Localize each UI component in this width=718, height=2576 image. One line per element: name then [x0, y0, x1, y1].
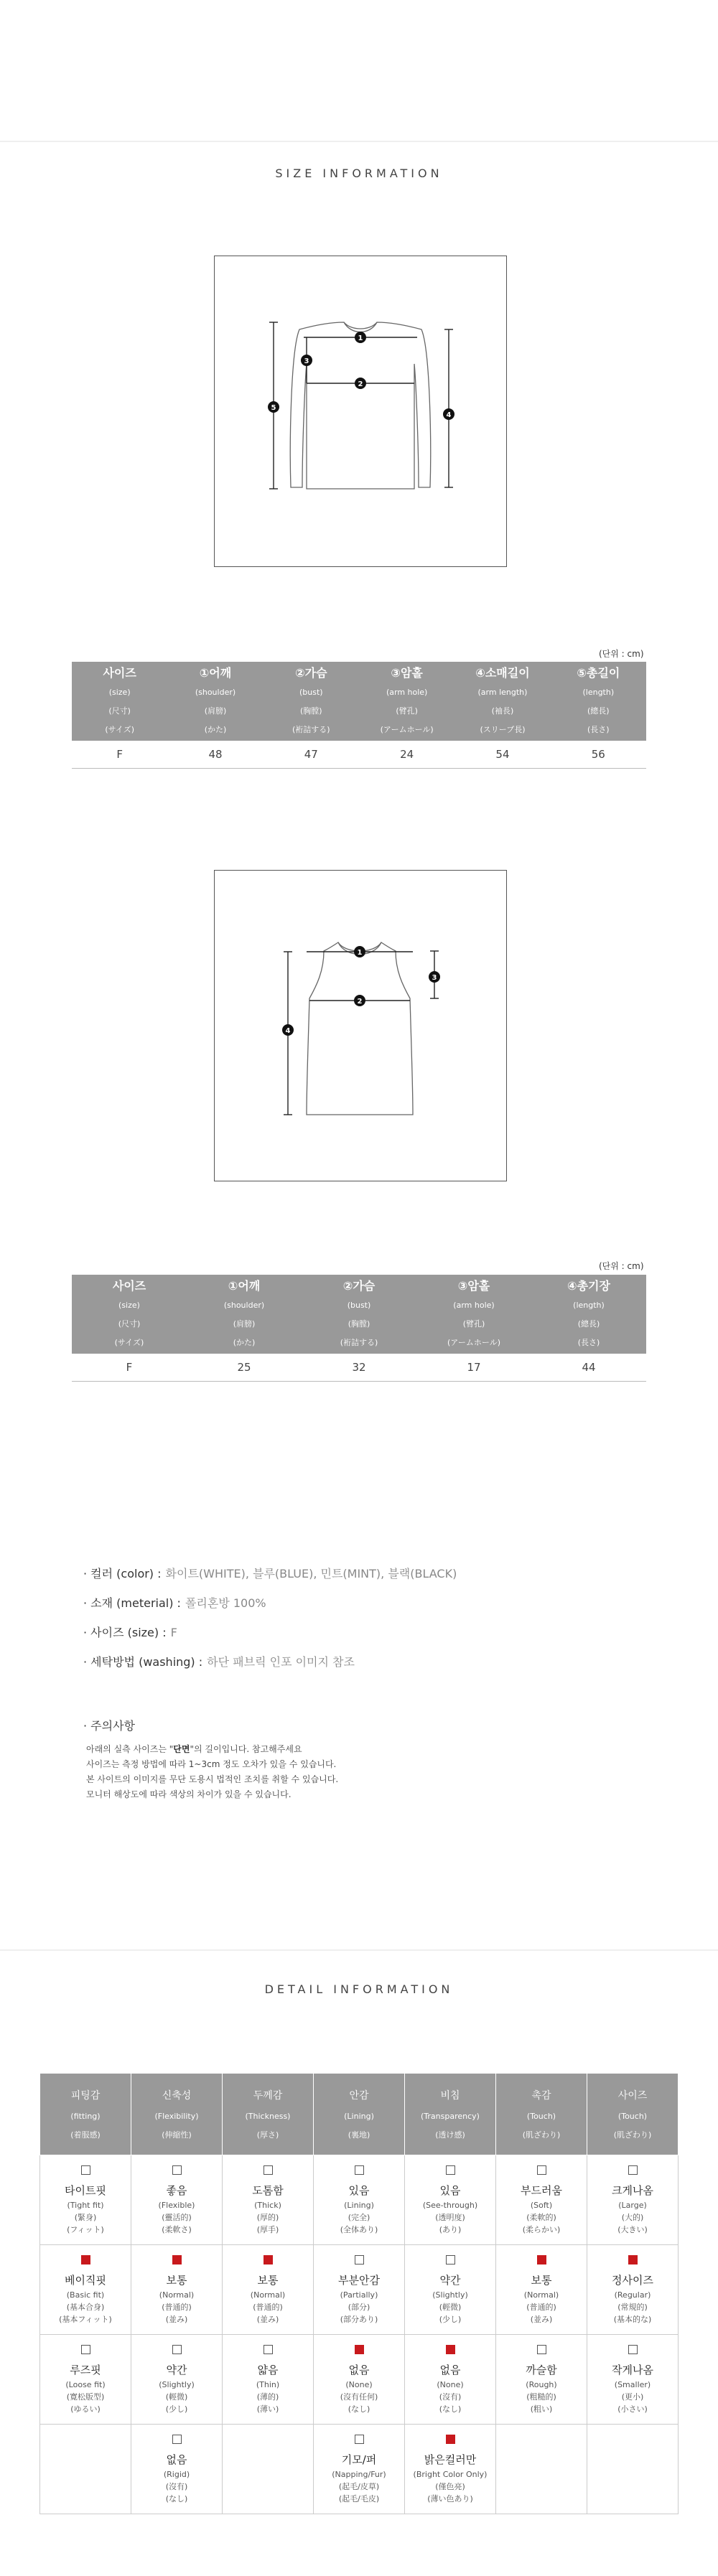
header-sub-ja: (裏地) — [348, 2130, 370, 2140]
detail-cell — [314, 2245, 405, 2335]
option-label: 정사이즈 — [612, 2274, 653, 2287]
header-sub-ja: (かた) — [233, 1338, 256, 1347]
detail-cell — [405, 2425, 496, 2514]
option-sub-en: (Thick) — [254, 2201, 281, 2210]
product-info-value: 하단 패브릭 인포 이미지 참조 — [207, 1655, 355, 1669]
option-label: 까슬함 — [526, 2364, 557, 2376]
option-sub-ja: (少し) — [165, 2404, 188, 2414]
table-cell: 44 — [531, 1354, 646, 1381]
detail-row — [40, 2245, 679, 2335]
notice-line: 본 사이트의 이미지를 무단 도용시 법적인 조치를 취할 수 있습니다. — [86, 1774, 339, 1784]
option-sub-en: (Lining) — [344, 2201, 374, 2210]
option-label: 부분안감 — [338, 2274, 380, 2287]
size-table-header-row — [72, 1275, 646, 1354]
header-sub-zh: (尺寸) — [118, 1319, 141, 1329]
detail-cell — [587, 2245, 679, 2335]
header-sub-ja: (着服感) — [70, 2130, 101, 2140]
marker-1: 1 — [358, 334, 363, 342]
option-sub-en: (Normal) — [159, 2290, 195, 2300]
option-label: 없음 — [166, 2453, 187, 2466]
header-sub-ja: (裄詰する) — [292, 725, 330, 734]
option-label: 있음 — [439, 2184, 461, 2197]
product-info-value: 폴리혼방 100% — [185, 1596, 266, 1610]
header-sub-zh: (尺寸) — [108, 706, 131, 716]
notice-line — [83, 1742, 338, 1757]
option-sub-en: (Flexible) — [158, 2201, 195, 2210]
header-sub-ja: (長さ) — [587, 725, 610, 734]
detail-cell — [587, 2155, 679, 2245]
detail-cell — [131, 2245, 223, 2335]
detail-cell — [40, 2245, 131, 2335]
notice-line: 사이즈는 측정 방법에 따라 1~3cm 정도 오차가 있을 수 있습니다. — [86, 1759, 337, 1769]
option-sub-zh: (輕微) — [439, 2303, 462, 2312]
size-table-header-cell — [359, 662, 454, 741]
detail-header-cell — [496, 2074, 587, 2155]
checkbox-icon — [355, 2165, 364, 2175]
header-sub-zh: (肩膀) — [204, 706, 227, 716]
detail-cell — [314, 2155, 405, 2245]
header-sub-en: (fitting) — [70, 2111, 101, 2121]
longsleeve-illustration — [215, 256, 506, 566]
marker-3: 3 — [304, 357, 309, 365]
detail-cell — [40, 2425, 131, 2514]
detail-cell — [496, 2155, 587, 2245]
option-sub-en: (See-through) — [422, 2201, 478, 2210]
detail-row — [40, 2425, 679, 2514]
option-sub-ja: (柔軟さ) — [162, 2225, 192, 2234]
marker-5: 5 — [271, 404, 276, 412]
product-info-row — [83, 1559, 457, 1588]
option-sub-zh: (緊身) — [74, 2213, 97, 2222]
size-table-header-cell — [551, 662, 646, 741]
header-sub-en: (size) — [108, 688, 131, 697]
option-label: 좋음 — [166, 2184, 187, 2197]
option-sub-en: (Basic fit) — [66, 2290, 105, 2300]
header-sub-en: (bust) — [299, 688, 323, 697]
header-sub-ja: (長さ) — [577, 1338, 600, 1347]
size-table-header-cell — [531, 1275, 646, 1354]
header-sub-en: (Touch) — [526, 2111, 556, 2121]
detail-cell — [314, 2335, 405, 2425]
header-label: ④총기장 — [567, 1279, 610, 1293]
tank-diagram — [214, 870, 507, 1181]
marker-4: 4 — [285, 1027, 291, 1035]
size-table-header-cell — [187, 1275, 302, 1354]
header-sub-en: (Lining) — [344, 2111, 374, 2121]
detail-header-cell — [314, 2074, 405, 2155]
tank-illustration — [215, 871, 506, 1181]
checkbox-icon — [355, 2435, 364, 2444]
header-label: ①어깨 — [199, 666, 232, 680]
detail-cell — [131, 2155, 223, 2245]
size-table-longsleeve — [72, 662, 646, 769]
option-sub-zh: (常規的) — [617, 2303, 648, 2312]
option-sub-ja: (少し) — [439, 2315, 462, 2324]
option-sub-en: (Soft) — [530, 2201, 553, 2210]
detail-cell — [405, 2155, 496, 2245]
header-sub-en: (Transparency) — [421, 2111, 480, 2121]
header-sub-en: (Touch) — [617, 2111, 648, 2121]
header-label: ①어깨 — [228, 1279, 261, 1293]
option-sub-zh: (靈活的) — [162, 2213, 192, 2222]
size-table-header-cell — [167, 662, 263, 741]
table-cell: 54 — [454, 741, 550, 768]
detail-cell — [587, 2425, 679, 2514]
option-sub-ja: (なし) — [348, 2404, 370, 2414]
header-sub-en: (length) — [573, 1301, 605, 1310]
option-sub-en: (Normal) — [250, 2290, 286, 2300]
option-sub-zh: (普通的) — [253, 2303, 283, 2312]
option-sub-zh: (普通的) — [526, 2303, 556, 2312]
detail-row — [40, 2155, 679, 2245]
option-sub-en: (Thin) — [256, 2380, 280, 2389]
option-sub-en: (Tight fit) — [67, 2201, 104, 2210]
option-sub-en: (Rough) — [526, 2380, 557, 2389]
option-sub-zh: (起毛/皮草) — [338, 2482, 380, 2491]
option-sub-zh: (更小) — [621, 2392, 644, 2402]
checkbox-icon — [446, 2255, 455, 2264]
header-sub-en: (shoulder) — [223, 1301, 265, 1310]
checkbox-icon — [81, 2345, 90, 2354]
detail-cell — [223, 2335, 314, 2425]
detail-row — [40, 2335, 679, 2425]
header-label: 두께감 — [253, 2089, 283, 2102]
checkbox-icon — [264, 2165, 273, 2175]
option-sub-zh: (柔軟的) — [526, 2213, 556, 2222]
option-sub-ja: (粗い) — [530, 2404, 553, 2414]
option-sub-zh: (厚的) — [256, 2213, 279, 2222]
option-sub-ja: (大きい) — [617, 2225, 648, 2234]
option-sub-ja: (あり) — [439, 2225, 462, 2234]
header-label: 사이즈 — [103, 666, 136, 680]
checked-box-icon — [81, 2255, 90, 2264]
option-sub-en: (Bright Color Only) — [413, 2470, 488, 2479]
size-table-header-cell — [302, 1275, 416, 1354]
option-sub-zh: (完全) — [348, 2213, 370, 2222]
header-sub-zh: (胸膛) — [348, 1319, 370, 1329]
option-sub-ja: (ゆるい) — [70, 2404, 101, 2414]
option-sub-ja: (並み) — [165, 2315, 188, 2324]
header-label: 피팅감 — [70, 2089, 101, 2102]
option-sub-en: (Partially) — [340, 2290, 378, 2300]
option-sub-en: (Slightly) — [432, 2290, 468, 2300]
detail-cell — [223, 2155, 314, 2245]
option-label: 보통 — [166, 2274, 187, 2287]
table-cell: 24 — [359, 741, 454, 768]
header-label: ②가슴 — [342, 1279, 376, 1293]
option-label: 크게나옴 — [612, 2184, 653, 2197]
option-sub-ja: (柔らかい) — [522, 2225, 561, 2234]
header-sub-en: (arm length) — [477, 688, 528, 697]
product-info-row — [83, 1588, 457, 1618]
product-info-row — [83, 1647, 457, 1677]
table-cell: F — [72, 741, 167, 768]
product-info-label: · 세탁방법 (washing) : — [83, 1655, 203, 1669]
option-sub-ja: (並み) — [530, 2315, 553, 2324]
detail-header-cell — [587, 2074, 679, 2155]
option-sub-zh: (輕微) — [165, 2392, 188, 2402]
option-sub-ja: (厚手) — [256, 2225, 279, 2234]
option-label: 약간 — [166, 2364, 187, 2376]
option-sub-ja: (小さい) — [617, 2404, 648, 2414]
header-sub-ja: (肌ざわり) — [522, 2130, 561, 2140]
checkbox-icon — [81, 2165, 90, 2175]
option-label: 작게나옴 — [612, 2364, 653, 2376]
checked-box-icon — [446, 2345, 455, 2354]
detail-cell — [405, 2245, 496, 2335]
checkbox-icon — [537, 2345, 546, 2354]
product-info-label: · 소재 (meterial) : — [83, 1596, 181, 1610]
option-sub-ja: (並み) — [256, 2315, 279, 2324]
option-sub-en: (None) — [345, 2380, 373, 2389]
checkbox-icon — [264, 2345, 273, 2354]
detail-cell — [496, 2335, 587, 2425]
table-row — [72, 1354, 646, 1381]
option-label: 베이직핏 — [65, 2274, 106, 2287]
option-label: 루즈핏 — [70, 2364, 101, 2376]
detail-cell — [496, 2245, 587, 2335]
checked-box-icon — [537, 2255, 546, 2264]
detail-cell — [405, 2335, 496, 2425]
detail-cell — [131, 2425, 223, 2514]
product-info-row — [83, 1618, 457, 1647]
option-sub-en: (Regular) — [614, 2290, 651, 2300]
detail-cell — [223, 2425, 314, 2514]
header-sub-zh: (胸膛) — [300, 706, 322, 716]
option-label: 얇음 — [257, 2364, 279, 2376]
checked-box-icon — [446, 2435, 455, 2444]
table-cell: 17 — [416, 1354, 531, 1381]
option-sub-ja: (起毛/毛皮) — [338, 2494, 380, 2504]
option-label: 도톰함 — [252, 2184, 284, 2197]
size-table-header-cell — [72, 662, 167, 741]
top-divider — [0, 141, 718, 142]
header-sub-zh: (袖長) — [491, 706, 514, 716]
product-info-value: 화이트(WHITE), 블루(BLUE), 민트(MINT), 블랙(BLACK) — [165, 1567, 457, 1580]
notice-section — [83, 1717, 338, 1802]
header-sub-ja: (伸縮性) — [162, 2130, 192, 2140]
detail-cell — [40, 2155, 131, 2245]
notice-line1-post: "의 길이입니다. 참고해주세요 — [190, 1744, 302, 1754]
detail-header-cell — [40, 2074, 131, 2155]
header-sub-zh: (臂孔) — [462, 1319, 485, 1329]
option-sub-ja: (基本フィット) — [59, 2315, 112, 2324]
header-sub-en: (arm hole) — [453, 1301, 495, 1310]
option-sub-en: (None) — [437, 2380, 464, 2389]
checkbox-icon — [628, 2165, 638, 2175]
option-sub-en: (Slightly) — [159, 2380, 195, 2389]
detail-cell — [587, 2335, 679, 2425]
detail-cell — [223, 2245, 314, 2335]
header-label: 촉감 — [531, 2089, 551, 2102]
header-sub-ja: (アームホール) — [380, 725, 434, 734]
header-label: ⑤총길이 — [577, 666, 620, 680]
table-cell: 56 — [551, 741, 646, 768]
marker-4: 4 — [446, 411, 452, 419]
header-label: ④소매길이 — [475, 666, 530, 680]
table-cell: F — [72, 1354, 187, 1381]
option-sub-en: (Loose fit) — [65, 2380, 106, 2389]
product-info-list — [83, 1559, 457, 1677]
checkbox-icon — [172, 2165, 182, 2175]
detail-cell — [131, 2335, 223, 2425]
header-label: 안감 — [349, 2089, 369, 2102]
option-label: 없음 — [439, 2364, 461, 2376]
option-sub-zh: (基本合身) — [66, 2303, 105, 2312]
detail-cell — [314, 2425, 405, 2514]
detail-info-table — [39, 2073, 679, 2514]
option-sub-en: (Rigid) — [163, 2470, 190, 2479]
notice-line1-bold: 단면 — [173, 1744, 190, 1754]
header-label: 사이즈 — [112, 1279, 146, 1293]
option-sub-en: (Normal) — [523, 2290, 559, 2300]
table-cell: 48 — [167, 741, 263, 768]
header-label: ②가슴 — [295, 666, 327, 680]
option-sub-zh: (大的) — [621, 2213, 644, 2222]
header-sub-en: (size) — [118, 1301, 140, 1310]
table-cell: 47 — [264, 741, 359, 768]
product-info-value: F — [170, 1626, 177, 1639]
option-sub-zh: (寛松版型) — [66, 2392, 105, 2402]
notice-line: 모니터 해상도에 따라 색상의 차이가 있을 수 있습니다. — [86, 1789, 292, 1799]
option-label: 보통 — [531, 2274, 552, 2287]
option-sub-ja: (なし) — [165, 2494, 188, 2504]
longsleeve-diagram — [214, 256, 507, 567]
option-label: 약간 — [439, 2274, 461, 2287]
checkbox-icon — [446, 2165, 455, 2175]
header-sub-ja: (アームホール) — [447, 1338, 501, 1347]
size-table-header-cell — [264, 662, 359, 741]
detail-cell — [40, 2335, 131, 2425]
option-label: 보통 — [257, 2274, 279, 2287]
option-label: 부드러움 — [521, 2184, 562, 2197]
checkbox-icon — [172, 2435, 182, 2444]
size-table-tank — [72, 1275, 646, 1382]
header-label: ③암홀 — [391, 666, 423, 680]
product-info-label: · 사이즈 (size) : — [83, 1626, 167, 1639]
option-label: 있음 — [348, 2184, 370, 2197]
option-sub-en: (Large) — [618, 2201, 647, 2210]
checked-box-icon — [172, 2255, 182, 2264]
header-label: 사이즈 — [617, 2089, 648, 2102]
header-sub-ja: (厚さ) — [256, 2130, 279, 2140]
notice-line1-pre: 아래의 실측 사이즈는 " — [86, 1744, 174, 1754]
option-sub-en: (Smaller) — [614, 2380, 651, 2389]
header-sub-zh: (總長) — [587, 706, 610, 716]
option-sub-ja: (薄い色あり) — [427, 2494, 473, 2504]
option-sub-zh: (粗糙的) — [526, 2392, 556, 2402]
header-sub-ja: (サイズ) — [114, 1338, 144, 1347]
unit-label-2: (단위 : cm) — [599, 1261, 644, 1271]
option-sub-zh: (普通的) — [162, 2303, 192, 2312]
product-info-label: · 컬러 (color) : — [83, 1567, 162, 1580]
marker-2: 2 — [358, 380, 363, 388]
detail-header-row — [40, 2074, 679, 2155]
option-sub-zh: (透明度) — [435, 2213, 465, 2222]
option-sub-zh: (薄的) — [256, 2392, 279, 2402]
option-sub-zh: (部分) — [348, 2303, 370, 2312]
header-sub-en: (length) — [582, 688, 615, 697]
detail-info-title: DETAIL INFORMATION — [264, 1982, 454, 1996]
header-sub-en: (Flexibility) — [154, 2111, 199, 2121]
marker-2: 2 — [357, 998, 363, 1006]
table-row — [72, 741, 646, 768]
header-sub-ja: (かた) — [204, 725, 227, 734]
option-sub-ja: (薄い) — [256, 2404, 279, 2414]
option-sub-ja: (部分あり) — [340, 2315, 378, 2324]
header-label: ③암홀 — [457, 1279, 490, 1293]
option-label: 밝은컬러만 — [424, 2453, 477, 2466]
checkbox-icon — [628, 2345, 638, 2354]
size-table-header-row — [72, 662, 646, 741]
checked-box-icon — [264, 2255, 273, 2264]
size-table-header-cell — [72, 1275, 187, 1354]
option-sub-ja: (全体あり) — [340, 2225, 378, 2234]
detail-header-cell — [131, 2074, 223, 2155]
option-sub-zh: (僅色亮) — [435, 2482, 465, 2491]
header-label: 비침 — [440, 2089, 460, 2102]
header-sub-ja: (サイズ) — [105, 725, 135, 734]
header-sub-en: (Thickness) — [245, 2111, 291, 2121]
option-label: 기모/퍼 — [341, 2453, 377, 2466]
header-sub-zh: (總長) — [577, 1319, 600, 1329]
checkbox-icon — [355, 2255, 364, 2264]
header-sub-en: (bust) — [347, 1301, 371, 1310]
header-sub-ja: (透け感) — [435, 2130, 465, 2140]
table-cell: 32 — [302, 1354, 416, 1381]
option-sub-en: (Napping/Fur) — [332, 2470, 386, 2479]
option-label: 없음 — [348, 2364, 370, 2376]
header-sub-ja: (裄詰する) — [340, 1338, 378, 1347]
option-sub-zh: (沒有) — [165, 2482, 188, 2491]
option-sub-zh: (沒有) — [439, 2392, 462, 2402]
checkbox-icon — [172, 2345, 182, 2354]
detail-cell — [496, 2425, 587, 2514]
header-sub-zh: (臂孔) — [396, 706, 418, 716]
size-table-header-cell — [416, 1275, 531, 1354]
header-label: 신축성 — [162, 2089, 192, 2102]
header-sub-ja: (肌ざわり) — [613, 2130, 652, 2140]
checked-box-icon — [628, 2255, 638, 2264]
unit-label-1: (단위 : cm) — [599, 649, 644, 659]
option-sub-zh: (沒有任何) — [340, 2392, 378, 2402]
size-table-header-cell — [454, 662, 550, 741]
checkbox-icon — [537, 2165, 546, 2175]
option-sub-ja: (基本的な) — [613, 2315, 652, 2324]
header-sub-ja: (スリーブ長) — [480, 725, 526, 734]
option-sub-ja: (なし) — [439, 2404, 462, 2414]
detail-header-cell — [223, 2074, 314, 2155]
checked-box-icon — [355, 2345, 364, 2354]
header-sub-en: (shoulder) — [195, 688, 236, 697]
table-cell: 25 — [187, 1354, 302, 1381]
option-sub-ja: (フィット) — [67, 2225, 104, 2234]
notice-heading: · 주의사항 — [83, 1719, 135, 1733]
detail-header-cell — [405, 2074, 496, 2155]
header-sub-zh: (肩膀) — [233, 1319, 256, 1329]
header-sub-en: (arm hole) — [386, 688, 428, 697]
marker-1: 1 — [357, 949, 363, 957]
marker-3: 3 — [432, 974, 437, 982]
size-info-title: SIZE INFORMATION — [275, 167, 443, 180]
section-divider — [0, 1949, 718, 1951]
option-label: 타이트핏 — [65, 2184, 106, 2197]
